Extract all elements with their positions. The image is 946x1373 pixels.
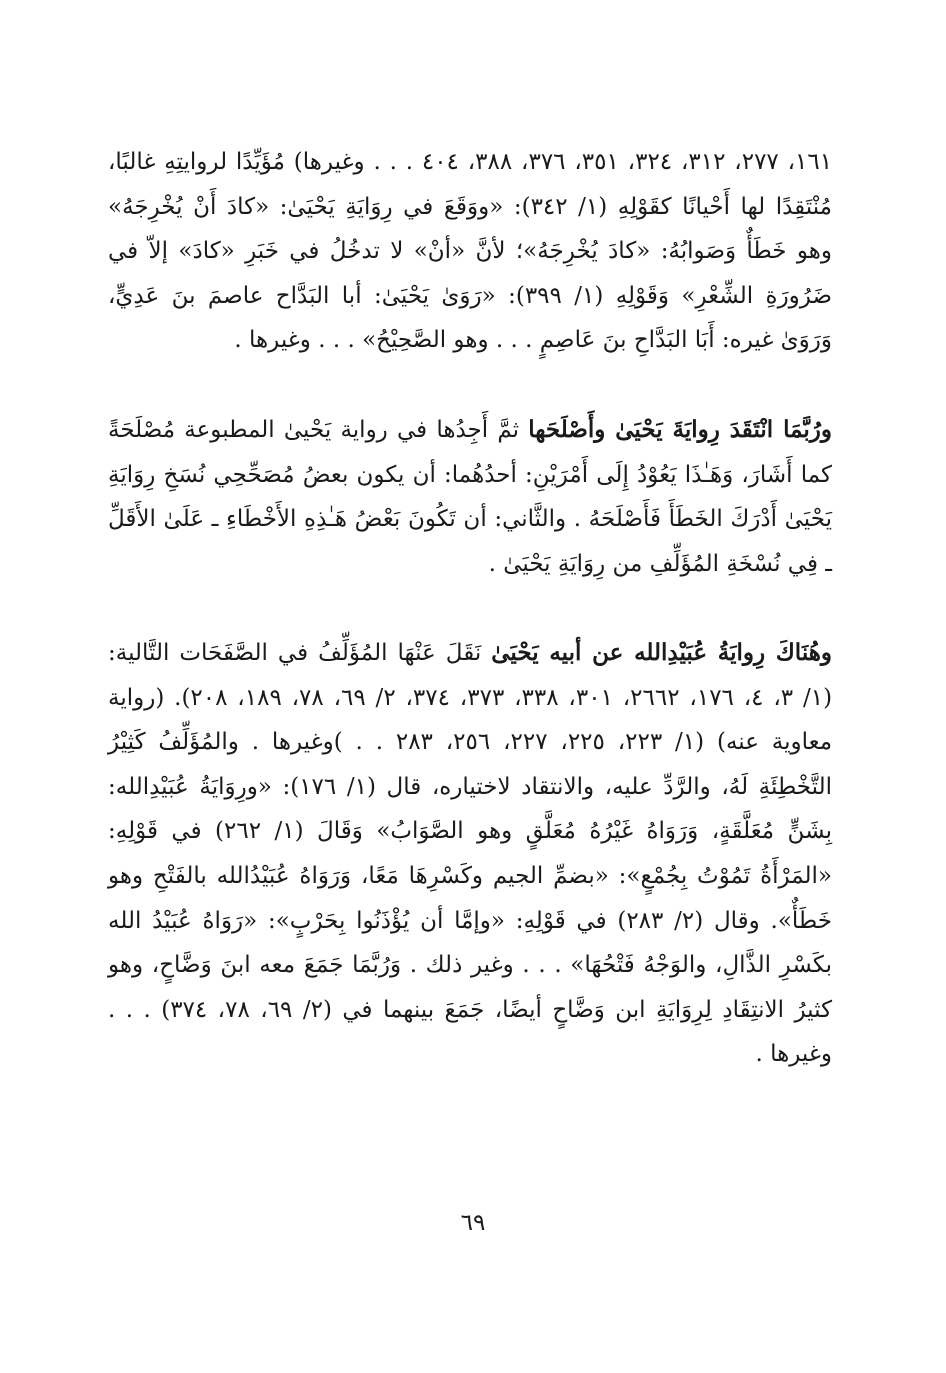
paragraph-3-text: نَقَلَ عَنْهَا المُؤَلِّفُ في الصَّفَحَات التَّالية: (١/ ٣، ٤، ١٧٦، ٢٦٦٢، ٣٠١، ٣٣٨، ٣٧٣، ٣٧٤، ٢/ ٦٩، ٧٨، ١٨٩، ٢٠٨). (رواية معاوية عنه) (١/ ٢٢٣، ٢٢٥، ٢٢٧، ٢٥٦، ٢٨٣ . . )وغيرها . والمُؤَلِّفُ كَثِيْرُ التَّخْطِئَةِ لَهُ، والرَّدِّ عليه، والانتقاد لاختياره، قال (١/ ١٧٦): «ورِوَايَةُ عُبَيْدِالله: بِشَنٍّ مُعَلَّقَةٍ، وَرَوَاهُ غَيْرُهُ مُعَلَّقٍ وهو الصَّوَابُ» وَقَالَ (١/ ٢٦٢) في قَوْلِهِ: «المَرْأَةُ تَمُوْتُ بِجُمْعٍ»: «بضمِّ الجيم وكَسْرِهَا مَعًا، وَرَوَاهُ عُبَيْدُالله بالفَتْحِ وهو خَطَأٌ». وقال (٢/ ٢٨٣) في قَوْلِهِ: «وإمَّا أن يُؤْذَنُوا بِحَرْبٍ»: «رَوَاهُ عُبَيْدُ الله بكَسْرِ الذَّالِ، والوَجْهُ فَتْحُهَا» . . . وغير ذلك . وَرُبَّمَا جَمَعَ معه ابنَ وَضَّاحٍ، وهو كثيرُ الانتِقَادِ لِرِوَايَةِ ابن وَضَّاحٍ أيضًا، جَمَعَ بينهما في (٢/ ٦٩، ٧٨، ٣٧٤) . . . وغيرها . (108, 640, 833, 1068)
paragraph-1-text: ١٦١، ٢٧٧، ٣١٢، ٣٢٤، ٣٥١، ٣٧٦، ٣٨٨، ٤٠٤ . . . وغيرها) مُؤَيِّدًا لروايتِهِ غالبًا، مُنْتَقِدًا لها أَحْيانًا كقَوْلِهِ (١/ ٣٤٢): «ووَقَعَ في رِوَايَةِ يَحْيَىٰ: «كادَ أَنْ يُخْرِجَهُ» وهو خَطَأٌ وَصَوابُهُ: «كادَ يُخْرِجَهُ»؛ لأنَّ «أنْ» لا تدخُلُ في خَبَرِ «كادَ» إلاّ في ضَرُورَةِ الشِّعْرِ» وَقَوْلِهِ (١/ ٣٩٩): «رَوَىٰ يَحْيَىٰ: أبا البَدَّاح عاصمَ بنَ عَدِيٍّ، وَرَوَىٰ غيره: أَبَا البَدَّاحِ بنَ عَاصِمٍ . . . وهو الصَّحِيْحُ» . . . وغيرها . (108, 149, 833, 354)
paragraph-3-lead: وهُنَاكَ رِوايَةُ عُبَيْدِالله عن أبيه يَحْيَىٰ (491, 639, 832, 666)
paragraph-1 (108, 140, 832, 363)
paragraph-2 (108, 408, 832, 586)
page-number: ٦٩ (460, 1210, 486, 1236)
paragraph-2-lead: ورُبَّمَا انْتَقَدَ رِوايَةَ يَحْيَىٰ وأَصْلَحَها (528, 416, 832, 443)
paragraph-2-text: ثمَّ أَجِدُها في رواية يَحْيىٰ المطبوعة مُصْلَحَةً كما أَشَارَ، وَهَـٰذَا يَعُوْدُ إِلَى أَمْرَيْنِ: أحدُهُما: أن يكون بعضُ مُصَحِّحِي نُسَخِ رِوَايَةِ يَحْيَىٰ أَدْرَكَ الخَطَأَ فَأَصْلَحَهُ . والثَّاني: أن تَكُونَ بَعْضُ هَـٰذِهِ الأَخْطَاءِ ـ عَلَىٰ الأَقَلِّ ـ فِي نُسْخَةِ المُؤَلِّفِ من رِوَايَةِ يَحْيَىٰ . (108, 417, 832, 577)
paragraph-3 (108, 631, 832, 1077)
